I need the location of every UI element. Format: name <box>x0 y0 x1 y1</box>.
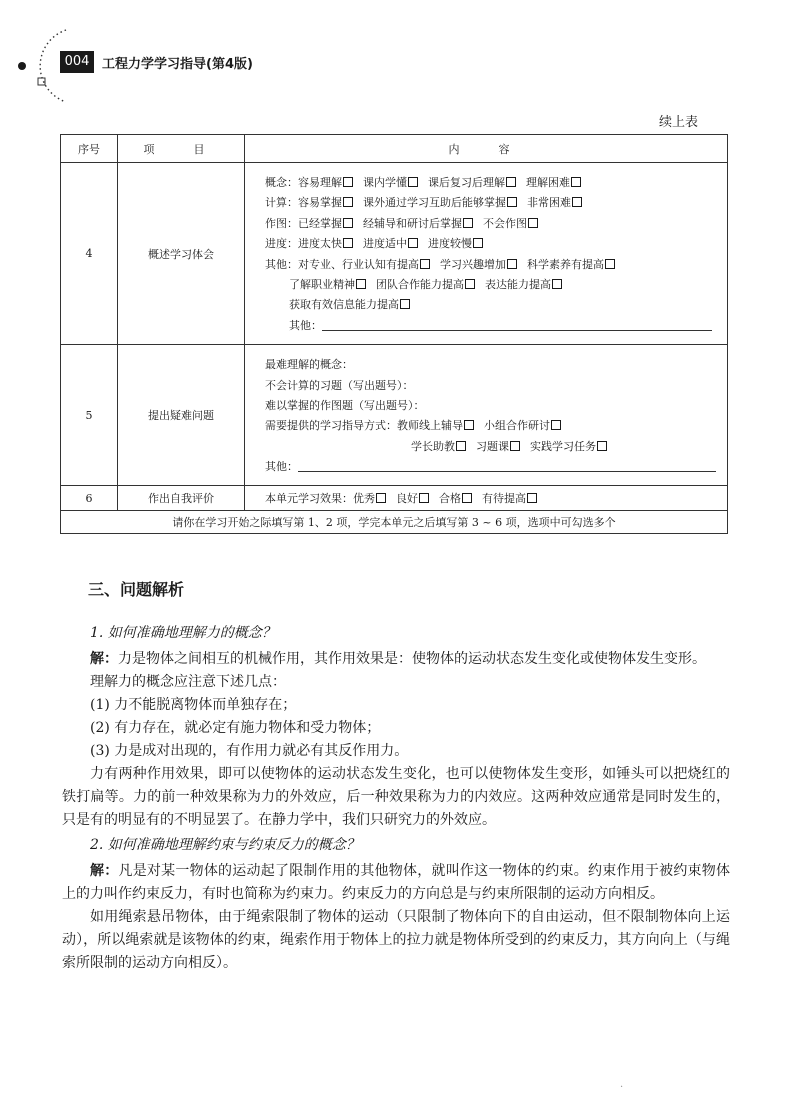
row-content: 本单元学习效果：优秀 良好 合格 有待提高 <box>245 486 728 511</box>
checkbox[interactable] <box>419 493 429 503</box>
table-header-row <box>61 135 728 163</box>
table-note: 请你在学习开始之际填写第 1、2 项，学完本单元之后填写第 3 ~ 6 项，选项中可勾选多个 <box>61 511 728 534</box>
checkbox[interactable] <box>551 420 561 430</box>
row-item: 提出疑难问题 <box>118 345 245 486</box>
paragraph: (1) 力不能脱离物体而单独存在； <box>90 697 297 713</box>
checkbox[interactable] <box>408 238 418 248</box>
concept-line: 概念：容易理解 课内学懂 课后复习后理解 理解困难 <box>265 173 719 193</box>
row-item: 作出自我评价 <box>118 486 245 511</box>
checkbox[interactable] <box>571 177 581 187</box>
checkbox[interactable] <box>400 299 410 309</box>
table-row <box>61 486 728 511</box>
other-line: 其他：对专业、行业认知有提高 学习兴趣增加 科学素养有提高 <box>265 255 719 275</box>
other-free-line: 其他： <box>265 457 719 477</box>
checkbox[interactable] <box>343 218 353 228</box>
book-title: 工程力学学习指导(第4版) <box>102 57 253 72</box>
checkbox[interactable] <box>463 218 473 228</box>
question-1: 1. 如何准确地理解力的概念？ <box>90 625 276 641</box>
calc-line: 计算：容易掌握 课外通过学习互助后能够掌握 非常困难 <box>265 193 719 213</box>
other-line-3: 获取有效信息能力提高 <box>265 295 719 315</box>
checkbox[interactable] <box>506 177 516 187</box>
checkbox[interactable] <box>510 441 520 451</box>
checkbox[interactable] <box>465 279 475 289</box>
checkbox[interactable] <box>572 197 582 207</box>
answer-2: 解：凡是对某一物体的运动起了限制作用的其他物体，就叫作这一物体的约束。约束作用于被约束物体上的力叫作约束反力，有时也简称为约束力。约束反力的方向总是与约束所限制的运动方向相反。 <box>62 863 731 902</box>
paragraph: 力有两种作用效果，即可以使物体的运动状态发生变化，也可以使物体发生变形，如锤头可以把烧红的铁打扁等。力的前一种效果称为力的外效应，后一种效果称为力的内效应。这两种效应通常是同时发生的，只是有的明显有的不明显罢了。在静力学中，我们只研究力的外效应。 <box>62 766 730 828</box>
table-continued-label: 续上表 <box>658 115 698 130</box>
other-line-2: 了解职业精神 团队合作能力提高 表达能力提高 <box>265 275 719 295</box>
checkbox[interactable] <box>376 493 386 503</box>
scan-mark: · <box>620 1082 624 1093</box>
checkbox[interactable] <box>356 279 366 289</box>
col-header-content: 内 容 <box>245 135 728 163</box>
fill-in-blank[interactable] <box>322 317 712 331</box>
hard-drawing-line: 难以掌握的作图题（写出题号）： <box>265 398 425 412</box>
checkbox[interactable] <box>343 238 353 248</box>
question-2: 2. 如何准确地理解约束与约束反力的概念？ <box>90 837 360 853</box>
table-note-row <box>61 511 728 534</box>
guidance-line-2: 学长助教 习题课 实践学习任务 <box>265 437 719 457</box>
checkbox[interactable] <box>507 197 517 207</box>
row-no: 4 <box>61 163 118 345</box>
drawing-line: 作图：已经掌握 经辅导和研讨后掌握 不会作图 <box>265 214 719 234</box>
paragraph: 如用绳索悬吊物体，由于绳索限制了物体的运动（只限制了物体向下的自由运动，但不限制物体向上运动），所以绳索就是该物体的约束，绳索作用于物体上的拉力就是物体所受到的约束反力，其方向向上（与绳索所限制的运动方向相反）。 <box>62 909 730 971</box>
row-no: 6 <box>61 486 118 511</box>
answer-1: 解：力是物体之间相互的机械作用，其作用效果是：使物体的运动状态发生变化或使物体发生变形。 <box>90 651 706 667</box>
checkbox[interactable] <box>456 441 466 451</box>
paragraph: 理解力的概念应注意下述几点： <box>90 674 286 690</box>
other-free-line: 其他： <box>265 316 719 336</box>
checkbox[interactable] <box>528 218 538 228</box>
paragraph: (3) 力是成对出现的，有作用力就必有其反作用力。 <box>90 743 409 759</box>
study-feedback-table <box>60 134 728 534</box>
hardest-concept-line: 最难理解的概念： <box>265 358 353 372</box>
row-content <box>245 345 728 486</box>
pace-line: 进度：进度太快 进度适中 进度较慢 <box>265 234 719 254</box>
fill-in-blank[interactable] <box>298 458 716 472</box>
col-header-no: 序号 <box>61 135 118 163</box>
row-item: 概述学习体会 <box>118 163 245 345</box>
page-number: 004 <box>60 51 94 73</box>
table-row <box>61 345 728 486</box>
checkbox[interactable] <box>527 493 537 503</box>
checkbox[interactable] <box>552 279 562 289</box>
checkbox[interactable] <box>462 493 472 503</box>
table-row <box>61 163 728 345</box>
checkbox[interactable] <box>473 238 483 248</box>
hard-calc-line: 不会计算的习题（写出题号）： <box>265 378 414 392</box>
checkbox[interactable] <box>420 259 430 269</box>
section-body <box>62 620 730 975</box>
paragraph: (2) 有力存在，就必定有施力物体和受力物体； <box>90 720 381 736</box>
checkbox[interactable] <box>507 259 517 269</box>
checkbox[interactable] <box>597 441 607 451</box>
checkbox[interactable] <box>343 177 353 187</box>
row-no: 5 <box>61 345 118 486</box>
guidance-line: 需要提供的学习指导方式：教师线上辅导 小组合作研讨 <box>265 416 719 436</box>
checkbox[interactable] <box>464 420 474 430</box>
checkbox[interactable] <box>343 197 353 207</box>
checkbox[interactable] <box>408 177 418 187</box>
row-content <box>245 163 728 345</box>
col-header-item: 项 目 <box>118 135 245 163</box>
section-title: 三、问题解析 <box>88 580 185 599</box>
checkbox[interactable] <box>605 259 615 269</box>
